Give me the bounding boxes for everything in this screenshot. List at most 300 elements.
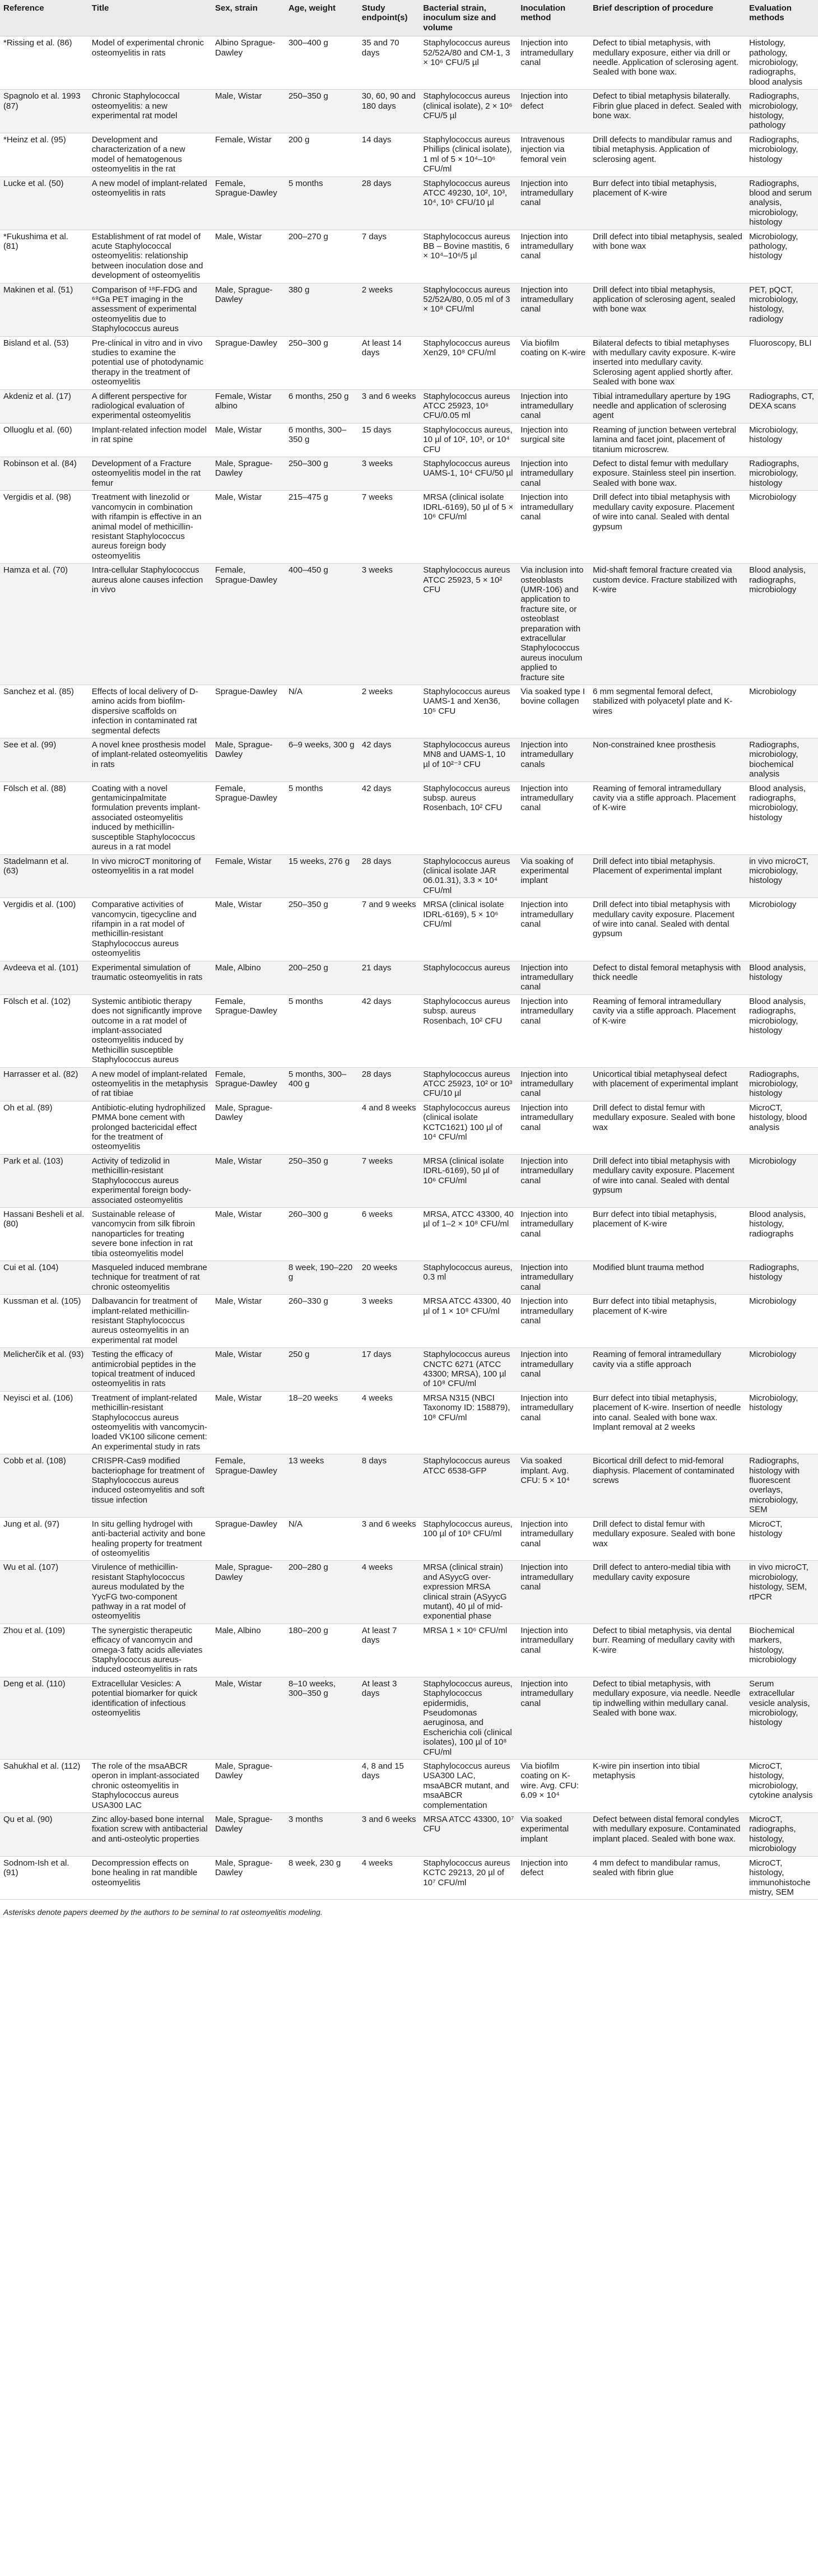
- cell-age-weight: 13 weeks: [285, 1454, 359, 1517]
- cell-reference: Spagnolo et al. 1993 (87): [0, 90, 89, 133]
- cell-title: Effects of local delivery of D-amino acids from biofilm-dispersive scaffolds on infection in contaminated rat segmental defects: [89, 685, 212, 738]
- table-row: [0, 1261, 818, 1294]
- cell-title: Antibiotic-eluting hydrophilized PMMA bone cement with prolonged bactericidal effect for the treatment of osteomyelitis: [89, 1101, 212, 1154]
- cell-bacterial-strain: Staphylococcus aureus 52/52A/80, 0.05 ml of 3 × 10⁸ CFU/ml: [420, 283, 517, 336]
- table-row: [0, 1067, 818, 1101]
- cell-age-weight: 250–350 g: [285, 898, 359, 961]
- cell-age-weight: 260–330 g: [285, 1295, 359, 1348]
- cell-procedure: Non-constrained knee prosthesis: [589, 738, 746, 782]
- cell-evaluation-methods: Radiographs, CT, DEXA scans: [746, 389, 818, 423]
- cell-title: In situ gelling hydrogel with anti-bacterial activity and bone healing property for treatment of osteomyelitis: [89, 1517, 212, 1561]
- table-row: [0, 1517, 818, 1561]
- cell-study-endpoints: 7 and 9 weeks: [359, 898, 420, 961]
- cell-bacterial-strain: Staphylococcus aureus Xen29, 10⁸ CFU/ml: [420, 336, 517, 389]
- cell-bacterial-strain: Staphylococcus aureus subsp. aureus Rosenbach, 10² CFU: [420, 782, 517, 854]
- cell-reference: Zhou et al. (109): [0, 1624, 89, 1677]
- cell-procedure: Defect to tibial metaphysis bilaterally. Fibrin glue placed in defect. Sealed with bone wax.: [589, 90, 746, 133]
- cell-evaluation-methods: Radiographs, microbiology, biochemical analysis: [746, 738, 818, 782]
- cell-age-weight: N/A: [285, 1517, 359, 1561]
- cell-title: Zinc alloy-based bone internal fixation screw with antibacterial and anti-osteolytic properties: [89, 1813, 212, 1857]
- cell-study-endpoints: 42 days: [359, 994, 420, 1067]
- cell-evaluation-methods: MicroCT, histology, microbiology, cytokine analysis: [746, 1760, 818, 1813]
- cell-inoculation-method: Intravenous injection via femoral vein: [517, 133, 589, 176]
- cell-evaluation-methods: Biochemical markers, histology, microbiology: [746, 1624, 818, 1677]
- cell-inoculation-method: Injection into intramedullary canal: [517, 389, 589, 423]
- cell-sex-strain: Male, Albino: [212, 961, 285, 994]
- cell-age-weight: 18–20 weeks: [285, 1391, 359, 1454]
- cell-sex-strain: Female, Sprague-Dawley: [212, 564, 285, 685]
- cell-study-endpoints: 28 days: [359, 176, 420, 230]
- table-row: [0, 898, 818, 961]
- cell-procedure: 6 mm segmental femoral defect, stabilized with polyacetyl plate and K-wires: [589, 685, 746, 738]
- column-header-inoculation-method: Inoculation method: [517, 0, 589, 36]
- column-header-evaluation-methods: Evaluation methods: [746, 0, 818, 36]
- column-header-title: Title: [89, 0, 212, 36]
- cell-bacterial-strain: Staphylococcus aureus ATCC 49230, 10², 10³, 10⁴, 10⁵ CFU/10 µl: [420, 176, 517, 230]
- cell-bacterial-strain: MRSA (clinical isolate IDRL-6169), 5 × 10⁶ CFU/ml: [420, 898, 517, 961]
- cell-reference: Akdeniz et al. (17): [0, 389, 89, 423]
- column-header-procedure: Brief description of procedure: [589, 0, 746, 36]
- cell-reference: Sahukhal et al. (112): [0, 1760, 89, 1813]
- cell-bacterial-strain: Staphylococcus aureus: [420, 961, 517, 994]
- cell-sex-strain: Female, Sprague-Dawley: [212, 994, 285, 1067]
- cell-inoculation-method: Injection into intramedullary canal: [517, 1677, 589, 1759]
- cell-title: Virulence of methicillin-resistant Staphylococcus aureus modulated by the YycFG two-component pathway in a rat model of osteomyelitis: [89, 1561, 212, 1624]
- cell-procedure: Modified blunt trauma method: [589, 1261, 746, 1294]
- cell-procedure: Bilateral defects to tibial metaphyses with medullary cavity exposure. K-wire inserted into medullary cavity. Sclerosing agent applied shortly after. Sealed with bone wax: [589, 336, 746, 389]
- cell-inoculation-method: Injection into intramedullary canal: [517, 994, 589, 1067]
- cell-sex-strain: Albino Sprague-Dawley: [212, 36, 285, 90]
- cell-title: Treatment of implant-related methicillin-resistant Staphylococcus aureus osteomyelitis with vancomycin-loaded VK100 silicone cement: An experimental study in rats: [89, 1391, 212, 1454]
- cell-bacterial-strain: MRSA (clinical strain) and ASyycG over-expression MRSA clinical strain (ASyycG mutant), 40 µl of mid-exponential phase: [420, 1561, 517, 1624]
- cell-title: Testing the efficacy of antimicrobial peptides in the topical treatment of induced osteomyelitis in rats: [89, 1348, 212, 1392]
- table-row: [0, 961, 818, 994]
- cell-title: Treatment with linezolid or vancomycin in combination with rifampin is effective in an animal model of methicillin-resistant Staphylococcus aureus foreign body osteomyelitis: [89, 491, 212, 564]
- cell-evaluation-methods: Histology, pathology, microbiology, radiographs, blood analysis: [746, 36, 818, 90]
- cell-study-endpoints: 4 and 8 weeks: [359, 1101, 420, 1154]
- cell-procedure: Reaming of femoral intramedullary cavity via a stifle approach: [589, 1348, 746, 1392]
- cell-reference: Robinson et al. (84): [0, 457, 89, 491]
- cell-evaluation-methods: PET, pQCT, microbiology, histology, radiology: [746, 283, 818, 336]
- cell-title: The role of the msaABCR operon in implant-associated chronic osteomyelitis in Staphylococcus aureus USA300 LAC: [89, 1760, 212, 1813]
- cell-reference: Harrasser et al. (82): [0, 1067, 89, 1101]
- cell-procedure: Drill defect into tibial metaphysis. Placement of experimental implant: [589, 854, 746, 898]
- cell-study-endpoints: 3 weeks: [359, 1295, 420, 1348]
- cell-age-weight: 3 months: [285, 1813, 359, 1857]
- cell-study-endpoints: 17 days: [359, 1348, 420, 1392]
- cell-inoculation-method: Injection into intramedullary canal: [517, 1261, 589, 1294]
- cell-sex-strain: Female, Sprague-Dawley: [212, 1454, 285, 1517]
- cell-bacterial-strain: Staphylococcus aureus 52/52A/80 and CM-1, 3 × 10⁶ CFU/5 µl: [420, 36, 517, 90]
- cell-age-weight: 200–270 g: [285, 230, 359, 283]
- table-row: [0, 564, 818, 685]
- cell-title: Dalbavancin for treatment of implant-related methicillin-resistant Staphylococcus aureus osteomyelitis in an experimental rat model: [89, 1295, 212, 1348]
- table-footnote: Asterisks denote papers deemed by the authors to be seminal to rat osteomyelitis modeling.: [3, 1908, 323, 1917]
- cell-evaluation-methods: Microbiology, pathology, histology: [746, 230, 818, 283]
- cell-inoculation-method: Injection into intramedullary canal: [517, 782, 589, 854]
- cell-evaluation-methods: Radiographs, microbiology, histology: [746, 1067, 818, 1101]
- cell-title: Coating with a novel gentamicinpalmitate formulation prevents implant-associated osteomyelitis induced by methicillin-susceptible Staphylococcus aureus in a rat model: [89, 782, 212, 854]
- column-header-sex-strain: Sex, strain: [212, 0, 285, 36]
- cell-title: Sustainable release of vancomycin from silk fibroin nanoparticles for treating severe bone infection in rat tibia osteomyelitis model: [89, 1207, 212, 1261]
- cell-title: Comparative activities of vancomycin, tigecycline and rifampin in a rat model of methicillin-resistant Staphylococcus aureus osteomyelitis: [89, 898, 212, 961]
- cell-reference: Deng et al. (110): [0, 1677, 89, 1759]
- cell-study-endpoints: 42 days: [359, 782, 420, 854]
- cell-title: Activity of tedizolid in methicillin-resistant Staphylococcus aureus experimental foreign body-associated osteomyelitis: [89, 1154, 212, 1207]
- cell-inoculation-method: Injection into intramedullary canal: [517, 491, 589, 564]
- cell-sex-strain: Male, Wistar: [212, 230, 285, 283]
- cell-age-weight: 5 months: [285, 994, 359, 1067]
- cell-study-endpoints: 15 days: [359, 423, 420, 457]
- table-row: [0, 1561, 818, 1624]
- cell-study-endpoints: 3 and 6 weeks: [359, 1813, 420, 1857]
- cell-reference: Stadelmann et al. (63): [0, 854, 89, 898]
- cell-title: Masqueled induced membrane technique for treatment of rat chronic osteomyelitis: [89, 1261, 212, 1294]
- cell-evaluation-methods: Fluoroscopy, BLI: [746, 336, 818, 389]
- cell-age-weight: 250 g: [285, 1348, 359, 1392]
- cell-sex-strain: Male, Sprague-Dawley: [212, 738, 285, 782]
- cell-evaluation-methods: Blood analysis, histology: [746, 961, 818, 994]
- cell-age-weight: 400–450 g: [285, 564, 359, 685]
- cell-study-endpoints: 28 days: [359, 854, 420, 898]
- cell-sex-strain: Male, Wistar: [212, 491, 285, 564]
- cell-sex-strain: Male, Wistar: [212, 90, 285, 133]
- cell-evaluation-methods: MicroCT, histology, blood analysis: [746, 1101, 818, 1154]
- cell-reference: Oh et al. (89): [0, 1101, 89, 1154]
- cell-sex-strain: Female, Wistar: [212, 854, 285, 898]
- cell-age-weight: 6 months, 250 g: [285, 389, 359, 423]
- cell-sex-strain: Female, Sprague-Dawley: [212, 782, 285, 854]
- table-row: [0, 994, 818, 1067]
- cell-inoculation-method: Injection into intramedullary canal: [517, 1561, 589, 1624]
- table-row: [0, 782, 818, 854]
- cell-reference: Avdeeva et al. (101): [0, 961, 89, 994]
- cell-age-weight: 200–250 g: [285, 961, 359, 994]
- cell-reference: *Fukushima et al. (81): [0, 230, 89, 283]
- cell-inoculation-method: Via soaked type I bovine collagen: [517, 685, 589, 738]
- cell-reference: Fölsch et al. (102): [0, 994, 89, 1067]
- cell-inoculation-method: Injection into intramedullary canal: [517, 1101, 589, 1154]
- cell-procedure: Drill defect into tibial metaphysis with medullary cavity exposure. Placement of wire into canal. Sealed with dental gypsum: [589, 898, 746, 961]
- cell-bacterial-strain: Staphylococcus aureus Phillips (clinical isolate), 1 ml of 5 × 10⁴–10⁶ CFU/ml: [420, 133, 517, 176]
- cell-reference: *Heinz et al. (95): [0, 133, 89, 176]
- cell-age-weight: 5 months: [285, 176, 359, 230]
- table-row: [0, 1295, 818, 1348]
- cell-procedure: Defect to tibial metaphysis, with medullary exposure, either via drill or needle. Application of sclerosing agent. Sealed with bone wax.: [589, 36, 746, 90]
- cell-inoculation-method: Via soaking of experimental implant: [517, 854, 589, 898]
- cell-sex-strain: Male, Wistar: [212, 1348, 285, 1392]
- cell-reference: Vergidis et al. (98): [0, 491, 89, 564]
- cell-title: Decompression effects on bone healing in rat mandible osteomyelitis: [89, 1856, 212, 1900]
- cell-title: Pre-clinical in vitro and in vivo studies to examine the potential use of photodynamic therapy in the treatment of osteomyelitis: [89, 336, 212, 389]
- cell-inoculation-method: Injection into intramedullary canal: [517, 898, 589, 961]
- cell-inoculation-method: Injection into intramedullary canal: [517, 1517, 589, 1561]
- cell-evaluation-methods: in vivo microCT, microbiology, histology, SEM, rtPCR: [746, 1561, 818, 1624]
- cell-inoculation-method: Injection into intramedullary canal: [517, 457, 589, 491]
- cell-inoculation-method: Injection into intramedullary canal: [517, 1207, 589, 1261]
- cell-study-endpoints: At least 14 days: [359, 336, 420, 389]
- cell-bacterial-strain: Staphylococcus aureus, Staphylococcus epidermidis, Pseudomonas aeruginosa, and Escherichia coli (clinical isolates), 100 µl of 10⁸ CFU/ml: [420, 1677, 517, 1759]
- cell-bacterial-strain: Staphylococcus aureus (clinical isolate), 2 × 10⁶ CFU/5 µl: [420, 90, 517, 133]
- table-row: [0, 1813, 818, 1857]
- cell-age-weight: N/A: [285, 685, 359, 738]
- table-row: [0, 854, 818, 898]
- cell-bacterial-strain: MRSA, ATCC 43300, 40 µl of 1–2 × 10⁸ CFU/ml: [420, 1207, 517, 1261]
- table-row: [0, 1677, 818, 1759]
- cell-sex-strain: Male, Sprague-Dawley: [212, 1760, 285, 1813]
- table-row: [0, 491, 818, 564]
- cell-evaluation-methods: Radiographs, microbiology, histology, pathology: [746, 90, 818, 133]
- cell-evaluation-methods: Blood analysis, radiographs, microbiology: [746, 564, 818, 685]
- cell-sex-strain: Male, Wistar: [212, 1207, 285, 1261]
- cell-bacterial-strain: Staphylococcus aureus MN8 and UAMS-1, 10 µl of 10²⁻³ CFU: [420, 738, 517, 782]
- cell-bacterial-strain: MRSA ATCC 43300, 10⁷ CFU: [420, 1813, 517, 1857]
- cell-sex-strain: Male, Sprague-Dawley: [212, 1101, 285, 1154]
- cell-sex-strain: Male, Sprague-Dawley: [212, 1856, 285, 1900]
- cell-reference: Melicherčík et al. (93): [0, 1348, 89, 1392]
- cell-procedure: Defect to distal femoral metaphysis with thick needle: [589, 961, 746, 994]
- table-row: [0, 90, 818, 133]
- cell-study-endpoints: At least 7 days: [359, 1624, 420, 1677]
- cell-study-endpoints: 3 weeks: [359, 457, 420, 491]
- cell-inoculation-method: Injection into intramedullary canal: [517, 230, 589, 283]
- cell-reference: Jung et al. (97): [0, 1517, 89, 1561]
- cell-title: Model of experimental chronic osteomyelitis in rats: [89, 36, 212, 90]
- cell-procedure: Drill defect to distal femur with medullary exposure. Sealed with bone wax: [589, 1101, 746, 1154]
- cell-reference: See et al. (99): [0, 738, 89, 782]
- cell-evaluation-methods: Microbiology: [746, 898, 818, 961]
- cell-age-weight: 300–400 g: [285, 36, 359, 90]
- cell-evaluation-methods: Blood analysis, radiographs, microbiology, histology: [746, 782, 818, 854]
- cell-bacterial-strain: Staphylococcus aureus, 100 µl of 10⁸ CFU/ml: [420, 1517, 517, 1561]
- cell-age-weight: 380 g: [285, 283, 359, 336]
- cell-procedure: Unicortical tibial metaphyseal defect with placement of experimental implant: [589, 1067, 746, 1101]
- table-row: [0, 738, 818, 782]
- column-header-age-weight: Age, weight: [285, 0, 359, 36]
- cell-procedure: Tibial intramedullary aperture by 19G needle and application of sclerosing agent: [589, 389, 746, 423]
- table-row: [0, 176, 818, 230]
- cell-bacterial-strain: Staphylococcus aureus ATCC 25923, 10² or 10³ CFU/10 µl: [420, 1067, 517, 1101]
- cell-reference: Park et al. (103): [0, 1154, 89, 1207]
- cell-inoculation-method: Via biofilm coating on K-wire. Avg. CFU: 6.09 × 10⁴: [517, 1760, 589, 1813]
- cell-inoculation-method: Injection into intramedullary canal: [517, 1295, 589, 1348]
- cell-study-endpoints: 3 and 6 weeks: [359, 389, 420, 423]
- table-row: [0, 457, 818, 491]
- cell-study-endpoints: 2 weeks: [359, 283, 420, 336]
- cell-bacterial-strain: Staphylococcus aureus (clinical isolate JAR 06.01.31), 3.3 × 10⁴ CFU/ml: [420, 854, 517, 898]
- cell-reference: Bisland et al. (53): [0, 336, 89, 389]
- cell-evaluation-methods: Blood analysis, radiographs, microbiology, histology: [746, 994, 818, 1067]
- table-row: [0, 336, 818, 389]
- cell-age-weight: 8 week, 230 g: [285, 1856, 359, 1900]
- table-row: [0, 1154, 818, 1207]
- table-row: [0, 1760, 818, 1813]
- cell-procedure: Defect to distal femur with medullary exposure. Stainless steel pin insertion. Sealed with bone wax.: [589, 457, 746, 491]
- cell-procedure: Burr defect into tibial metaphysis, placement of K-wire: [589, 1207, 746, 1261]
- cell-bacterial-strain: MRSA N315 (NBCI Taxonomy ID: 158879), 10⁸ CFU/ml: [420, 1391, 517, 1454]
- cell-sex-strain: Male, Sprague-Dawley: [212, 1561, 285, 1624]
- table-row: [0, 1856, 818, 1900]
- column-header-study-endpoints: Study endpoint(s): [359, 0, 420, 36]
- cell-title: A new model of implant-related osteomyelitis in rats: [89, 176, 212, 230]
- cell-inoculation-method: Injection into intramedullary canal: [517, 36, 589, 90]
- cell-study-endpoints: 7 weeks: [359, 491, 420, 564]
- cell-title: Implant-related infection model in rat spine: [89, 423, 212, 457]
- cell-age-weight: 200–280 g: [285, 1561, 359, 1624]
- cell-bacterial-strain: MRSA 1 × 10⁶ CFU/ml: [420, 1624, 517, 1677]
- cell-study-endpoints: 3 and 6 weeks: [359, 1517, 420, 1561]
- cell-study-endpoints: 35 and 70 days: [359, 36, 420, 90]
- cell-study-endpoints: 28 days: [359, 1067, 420, 1101]
- cell-bacterial-strain: Staphylococcus aureus USA300 LAC, msaABCR mutant, and msaABCR complementation: [420, 1760, 517, 1813]
- cell-procedure: Drill defect into tibial metaphysis with medullary cavity exposure. Placement of wire into canal. Sealed with dental gypsum: [589, 491, 746, 564]
- cell-inoculation-method: Injection into intramedullary canal: [517, 1154, 589, 1207]
- table-row: [0, 283, 818, 336]
- cell-study-endpoints: 8 days: [359, 1454, 420, 1517]
- cell-bacterial-strain: Staphylococcus aureus UAMS-1, 10⁴ CFU/50 µl: [420, 457, 517, 491]
- cell-study-endpoints: 7 weeks: [359, 1154, 420, 1207]
- cell-title: Development and characterization of a new model of hematogenous osteomyelitis in the rat: [89, 133, 212, 176]
- cell-age-weight: 250–300 g: [285, 336, 359, 389]
- cell-inoculation-method: Injection into defect: [517, 1856, 589, 1900]
- cell-age-weight: 180–200 g: [285, 1624, 359, 1677]
- cell-evaluation-methods: MicroCT, radiographs, histology, microbiology: [746, 1813, 818, 1857]
- cell-inoculation-method: Injection into surgical site: [517, 423, 589, 457]
- cell-procedure: K-wire pin insertion into tibial metaphysis: [589, 1760, 746, 1813]
- cell-evaluation-methods: Microbiology: [746, 491, 818, 564]
- cell-sex-strain: Male, Wistar: [212, 423, 285, 457]
- cell-sex-strain: Male, Sprague-Dawley: [212, 457, 285, 491]
- cell-age-weight: 250–300 g: [285, 457, 359, 491]
- cell-age-weight: 5 months, 300–400 g: [285, 1067, 359, 1101]
- table-row: [0, 36, 818, 90]
- cell-age-weight: 5 months: [285, 782, 359, 854]
- cell-evaluation-methods: Radiographs, histology: [746, 1261, 818, 1294]
- cell-evaluation-methods: Microbiology, histology: [746, 1391, 818, 1454]
- cell-title: Systemic antibiotic therapy does not significantly improve outcome in a rat model of implant-associated osteomyelitis induced by Methicillin susceptible Staphylococcus aureus: [89, 994, 212, 1067]
- cell-age-weight: 6–9 weeks, 300 g: [285, 738, 359, 782]
- table-row: [0, 1348, 818, 1392]
- cell-age-weight: 250–350 g: [285, 1154, 359, 1207]
- cell-title: Development of a Fracture osteomyelitis model in the rat femur: [89, 457, 212, 491]
- cell-inoculation-method: Injection into intramedullary canals: [517, 738, 589, 782]
- cell-age-weight: 200 g: [285, 133, 359, 176]
- cell-study-endpoints: 2 weeks: [359, 685, 420, 738]
- cell-evaluation-methods: in vivo microCT, microbiology, histology: [746, 854, 818, 898]
- cell-age-weight: 215–475 g: [285, 491, 359, 564]
- cell-sex-strain: Male, Albino: [212, 1624, 285, 1677]
- cell-reference: Lucke et al. (50): [0, 176, 89, 230]
- cell-title: The synergistic therapeutic efficacy of vancomycin and omega-3 fatty acids alleviates Staphylococcus aureus-induced osteomyelitis in rats: [89, 1624, 212, 1677]
- cell-reference: Sodnom-Ish et al. (91): [0, 1856, 89, 1900]
- cell-sex-strain: Male, Wistar: [212, 1391, 285, 1454]
- cell-bacterial-strain: Staphylococcus aureus, 10 µl of 10², 10³, or 10⁴ CFU: [420, 423, 517, 457]
- cell-age-weight: [285, 1101, 359, 1154]
- cell-study-endpoints: 7 days: [359, 230, 420, 283]
- cell-reference: Qu et al. (90): [0, 1813, 89, 1857]
- cell-inoculation-method: Injection into intramedullary canal: [517, 1348, 589, 1392]
- cell-reference: Makinen et al. (51): [0, 283, 89, 336]
- cell-reference: Hassani Besheli et al. (80): [0, 1207, 89, 1261]
- table-header-row: [0, 0, 818, 36]
- cell-age-weight: 8 week, 190–220 g: [285, 1261, 359, 1294]
- cell-bacterial-strain: MRSA (clinical isolate IDRL-6169), 50 µl of 10⁶ CFU/ml: [420, 1154, 517, 1207]
- cell-procedure: Reaming of femoral intramedullary cavity via a stifle approach. Placement of K-wire: [589, 782, 746, 854]
- table-body: [0, 36, 818, 1900]
- cell-procedure: Drill defect into tibial metaphysis, application of sclerosing agent, sealed with bone wax: [589, 283, 746, 336]
- cell-study-endpoints: 3 weeks: [359, 564, 420, 685]
- cell-procedure: 4 mm defect to mandibular ramus, sealed with fibrin glue: [589, 1856, 746, 1900]
- cell-evaluation-methods: Microbiology: [746, 1154, 818, 1207]
- cell-bacterial-strain: Staphylococcus aureus KCTC 29213, 20 µl of 10⁷ CFU/ml: [420, 1856, 517, 1900]
- cell-inoculation-method: Injection into intramedullary canal: [517, 283, 589, 336]
- cell-sex-strain: Male, Wistar: [212, 898, 285, 961]
- cell-reference: Vergidis et al. (100): [0, 898, 89, 961]
- cell-evaluation-methods: Radiographs, microbiology, histology: [746, 133, 818, 176]
- cell-bacterial-strain: Staphylococcus aureus ATCC 6538-GFP: [420, 1454, 517, 1517]
- table-row: [0, 1101, 818, 1154]
- cell-inoculation-method: Injection into intramedullary canal: [517, 1067, 589, 1101]
- cell-procedure: Defect to tibial metaphysis, with medullary exposure, via needle. Needle tip indwelling within medullary canal. Sealed with bone wax.: [589, 1677, 746, 1759]
- cell-inoculation-method: Injection into intramedullary canal: [517, 1391, 589, 1454]
- cell-inoculation-method: Injection into intramedullary canal: [517, 1624, 589, 1677]
- cell-evaluation-methods: Microbiology: [746, 685, 818, 738]
- cell-procedure: Reaming of junction between vertebral lamina and facet joint, placement of titanium microscrew.: [589, 423, 746, 457]
- cell-procedure: Drill defects to mandibular ramus and tibial metaphysis. Application of sclerosing agent.: [589, 133, 746, 176]
- table-row: [0, 230, 818, 283]
- cell-inoculation-method: Injection into defect: [517, 90, 589, 133]
- cell-sex-strain: Sprague-Dawley: [212, 685, 285, 738]
- cell-sex-strain: [212, 1261, 285, 1294]
- cell-procedure: Burr defect into tibial metaphysis, placement of K-wire: [589, 1295, 746, 1348]
- cell-reference: Neyisci et al. (106): [0, 1391, 89, 1454]
- table-row: [0, 1624, 818, 1677]
- cell-study-endpoints: 6 weeks: [359, 1207, 420, 1261]
- cell-study-endpoints: 42 days: [359, 738, 420, 782]
- cell-bacterial-strain: Staphylococcus aureus UAMS-1 and Xen36, 10⁵ CFU: [420, 685, 517, 738]
- cell-evaluation-methods: Radiographs, blood and serum analysis, microbiology, histology: [746, 176, 818, 230]
- cell-study-endpoints: 20 weeks: [359, 1261, 420, 1294]
- cell-title: Intra-cellular Staphylococcus aureus alone causes infection in vivo: [89, 564, 212, 685]
- cell-inoculation-method: Via biofilm coating on K-wire: [517, 336, 589, 389]
- table-row: [0, 423, 818, 457]
- table-row: [0, 1207, 818, 1261]
- cell-study-endpoints: 21 days: [359, 961, 420, 994]
- cell-procedure: Burr defect into tibial metaphysis, placement of K-wire. Insertion of needle into canal. Sealed with bone wax. Implant removal at 2 weeks: [589, 1391, 746, 1454]
- cell-title: A different perspective for radiological evaluation of experimental osteomyelitis: [89, 389, 212, 423]
- cell-reference: Wu et al. (107): [0, 1561, 89, 1624]
- column-header-bacterial-strain: Bacterial strain, inoculum size and volume: [420, 0, 517, 36]
- cell-bacterial-strain: Staphylococcus aureus CNCTC 6271 (ATCC 43300; MRSA), 100 µl of 10⁸ CFU/ml: [420, 1348, 517, 1392]
- cell-evaluation-methods: MicroCT, histology, immunohistochemistry, SEM: [746, 1856, 818, 1900]
- cell-procedure: Drill defect into tibial metaphysis, sealed with bone wax: [589, 230, 746, 283]
- cell-bacterial-strain: Staphylococcus aureus BB – Bovine mastitis, 6 × 10⁴–10⁶/5 µl: [420, 230, 517, 283]
- cell-bacterial-strain: MRSA (clinical isolate IDRL-6169), 50 µl of 5 × 10⁶ CFU/ml: [420, 491, 517, 564]
- cell-inoculation-method: Via inclusion into osteoblasts (UMR-106) and application to fracture site, or osteoblast preparation with extracellular Staphylococcus aureus inoculum applied to fracture site: [517, 564, 589, 685]
- cell-reference: Cui et al. (104): [0, 1261, 89, 1294]
- cell-study-endpoints: At least 3 days: [359, 1677, 420, 1759]
- cell-reference: Fölsch et al. (88): [0, 782, 89, 854]
- cell-sex-strain: Male, Sprague-Dawley: [212, 1813, 285, 1857]
- cell-sex-strain: Sprague-Dawley: [212, 1517, 285, 1561]
- cell-procedure: Mid-shaft femoral fracture created via custom device. Fracture stabilized with K-wire: [589, 564, 746, 685]
- cell-title: Chronic Staphylococcal osteomyelitis: a new experimental rat model: [89, 90, 212, 133]
- cell-sex-strain: Sprague-Dawley: [212, 336, 285, 389]
- cell-inoculation-method: Injection into intramedullary canal: [517, 176, 589, 230]
- cell-title: Experimental simulation of traumatic osteomyelitis in rats: [89, 961, 212, 994]
- cell-title: CRISPR-Cas9 modified bacteriophage for treatment of Staphylococcus aureus induced osteomyelitis and soft tissue infection: [89, 1454, 212, 1517]
- cell-evaluation-methods: Microbiology: [746, 1295, 818, 1348]
